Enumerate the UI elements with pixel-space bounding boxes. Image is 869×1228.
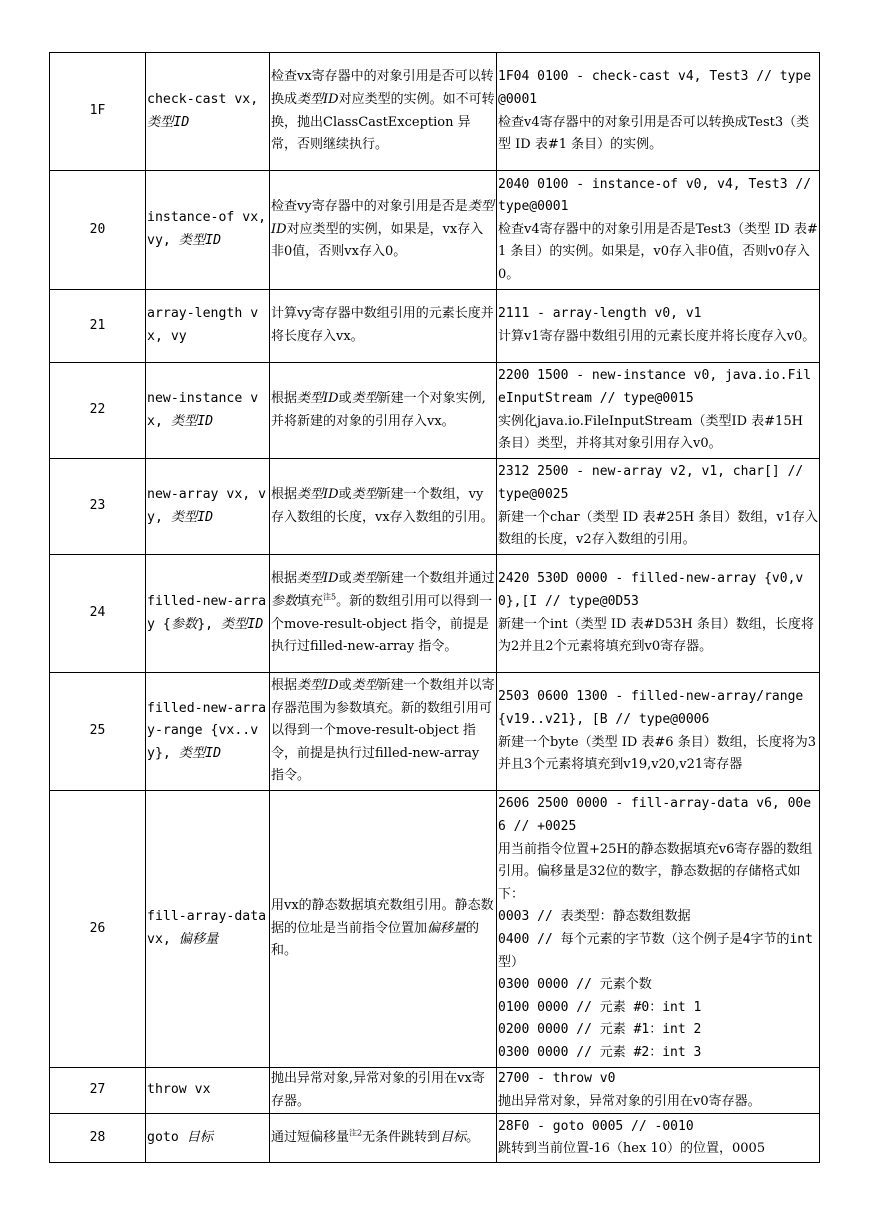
syntax-text: }, [197, 616, 222, 632]
example-code-line: 2503 0600 1300 - filled-new-array/range {v19..v21}, [B // type@0006 [498, 689, 804, 727]
syntax-italic-param: 偏移量 [178, 932, 219, 947]
example-code-line: 2040 0100 - instance-of v0, v4, Test3 // type@0001 [498, 176, 812, 215]
example-text-line: 0200 0000 // 元素 #1：int 2 [498, 1022, 702, 1038]
text-run: 检查vx寄存器中的对象引用是否可以转换成 [271, 69, 494, 107]
example-text-line: 0300 0000 // 元素 #2：int 3 [498, 1044, 702, 1060]
opcode-cell [50, 673, 146, 791]
example-text-line: 用当前指令位置+25H的静态数据填充v6寄存器的数组引用。偏移量是32位的数字，静态数据的存储格式如下： [498, 841, 813, 902]
description-cell [270, 555, 497, 673]
text-run: 检查vy寄存器中的对象引用是否是 [271, 199, 468, 215]
text-run: 注2 [349, 1128, 363, 1138]
text-run: 类型ID [297, 571, 339, 587]
syntax-italic-param: 类型ID [221, 616, 264, 632]
example-cell [497, 1068, 820, 1114]
example-text-line: 计算v1寄存器中数组引用的元素长度并将长度存入v0。 [498, 329, 816, 344]
text-run: 根据 [271, 678, 298, 694]
table-row [50, 363, 820, 459]
text-run: 或 [338, 486, 352, 502]
opcode-cell [50, 555, 146, 673]
syntax-italic-param: 类型ID [170, 509, 214, 525]
example-text-line: 检查v4寄存器中的对象引用是否是Test3（类型 ID 表#1 条目）的实例。如果是，v0存入非0值，否则v0存入0。 [498, 221, 818, 282]
example-cell [497, 459, 820, 555]
opcode-cell [50, 791, 146, 1068]
syntax-cell [146, 555, 270, 673]
example-cell [497, 171, 820, 290]
syntax-cell [146, 290, 270, 363]
syntax-text: filled-new-array-range {vx..vy}, [147, 700, 267, 761]
syntax-text: throw vx [147, 1082, 211, 1098]
table-row [50, 290, 820, 363]
opcode-value: 28 [89, 1129, 106, 1145]
text-run: 通过短偏移量 [271, 1129, 350, 1145]
text-run: 计算vy寄存器中数组引用的元素长度并将长度存入vx。 [271, 306, 494, 344]
syntax-text: new-instance vx, [147, 390, 259, 429]
text-run: 类型ID [297, 390, 339, 406]
example-cell [497, 290, 820, 363]
opcode-cell [50, 363, 146, 459]
opcode-value: 25 [89, 723, 106, 739]
text-run: 根据 [271, 486, 298, 502]
example-cell [497, 791, 820, 1068]
text-run: 抛出异常对象,异常对象的引用在vx寄存器。 [271, 1071, 485, 1109]
syntax-text: check-cast vx, [147, 91, 259, 107]
opcode-cell [50, 171, 146, 290]
table-row [50, 459, 820, 555]
example-text-line: 跳转到当前位置-16（hex 10）的位置，0005 [498, 1141, 766, 1157]
text-run: 目标 [440, 1129, 467, 1145]
opcode-value: 21 [89, 317, 106, 333]
text-run: 类型ID [297, 678, 339, 694]
syntax-italic-param: 类型ID [178, 233, 222, 248]
example-text-line: 0100 0000 // 元素 #0：int 1 [498, 999, 702, 1015]
text-run: 无条件跳转到 [362, 1129, 441, 1145]
text-run: 类型 [351, 678, 378, 694]
syntax-text: new-array vx, vy, [147, 486, 267, 525]
description-cell [270, 53, 497, 171]
text-run: 对应类型的实例，如果是，vx存入非0值，否则vx存入0。 [271, 221, 484, 260]
syntax-text: filled-new-array { [147, 593, 267, 632]
syntax-cell [146, 673, 270, 791]
example-cell [497, 53, 820, 171]
text-run: 类型ID [297, 91, 339, 107]
dalvik-opcode-table [49, 52, 820, 1163]
syntax-cell [146, 171, 270, 290]
example-code-line: 1F04 0100 - check-cast v4, Test3 // type@0001 [498, 69, 812, 107]
syntax-italic-param: 目标 [186, 1129, 214, 1145]
text-run: 新建一个对象实例,并将新建的对象的引用存入vx。 [271, 390, 486, 429]
text-run: 对应类型的实例。如不可转换，抛出ClassCastException 异常，否则继续执行。 [271, 91, 495, 153]
syntax-italic-param: 类型ID [147, 114, 190, 130]
text-run: 或 [338, 678, 352, 694]
syntax-italic-param: 参数 [170, 616, 198, 632]
syntax-cell [146, 1068, 270, 1114]
opcode-value: 20 [89, 221, 106, 237]
text-run: 注5 [323, 592, 337, 602]
table-row [50, 673, 820, 791]
example-code-line: 2420 530D 0000 - filled-new-array {v0,v0},[I // type@0D53 [498, 571, 804, 609]
description-cell [270, 1114, 497, 1163]
description-cell [270, 791, 497, 1068]
example-text-line: 抛出异常对象，异常对象的引用在v0寄存器。 [498, 1093, 761, 1109]
example-text-line: 0300 0000 // 元素个数 [498, 977, 652, 993]
opcode-value: 22 [89, 402, 106, 418]
example-text-line: 新建一个int（类型 ID 表#D53H 条目）数组，长度将为2并且2个元素将填充到v0寄存器。 [498, 616, 814, 655]
opcode-value: 1F [89, 103, 106, 119]
syntax-italic-param: 类型ID [178, 745, 222, 761]
text-run: 。 [466, 1129, 480, 1145]
example-cell [497, 363, 820, 459]
example-cell [497, 673, 820, 791]
opcode-value: 23 [89, 498, 106, 514]
text-run: 新建一个数组并通过 [377, 571, 495, 587]
text-run: 用vx的静态数据填充数组引用。静态数据的位址是当前指令位置加 [271, 898, 494, 936]
text-run: 类型 [351, 486, 378, 502]
description-cell [270, 459, 497, 555]
syntax-text: goto [147, 1129, 187, 1145]
opcode-cell [50, 290, 146, 363]
table-row [50, 555, 820, 673]
text-run: 根据 [271, 390, 298, 406]
text-run: 。新的数组引用可以得到一个move-result-object 指令，前提是执行过filled-new-array 指令。 [271, 593, 493, 655]
opcode-cell [50, 1068, 146, 1114]
table-row [50, 1068, 820, 1114]
syntax-cell [146, 363, 270, 459]
example-text-line: 新建一个byte（类型 ID 表#6 条目）数组，长度将为3并且3个元素将填充到v19,v20,v21寄存器 [498, 734, 816, 773]
example-code-line: 2312 2500 - new-array v2, v1, char[] // type@0025 [498, 464, 804, 502]
syntax-cell [146, 53, 270, 171]
example-text-line: 实例化java.io.FileInputStream（类型ID 表#15H 条目）类型，并将其对象引用存入v0。 [498, 413, 803, 452]
text-run: 偏移量 [427, 920, 467, 936]
text-run: 新建一个数组并以寄存器范围为参数填充。新的数组引用可以得到一个move-result-object 指令，前提是执行过filled-new-array 指令。 [271, 678, 495, 784]
opcode-cell [50, 459, 146, 555]
example-cell [497, 555, 820, 673]
description-cell [270, 363, 497, 459]
table-row [50, 171, 820, 290]
text-run: 或 [338, 571, 352, 587]
syntax-italic-param: 类型ID [170, 413, 214, 429]
text-run: 参数 [271, 593, 298, 609]
opcode-cell [50, 1114, 146, 1163]
table-body [50, 53, 820, 1163]
example-text-line: 新建一个char（类型 ID 表#25H 条目）数组，v1存入数组的长度，v2存入数组的引用。 [498, 509, 818, 548]
opcode-cell [50, 53, 146, 171]
description-cell [270, 171, 497, 290]
opcode-value: 26 [89, 920, 106, 936]
opcode-value: 24 [89, 605, 106, 621]
example-code-line: 2200 1500 - new-instance v0, java.io.FileInputStream // type@0015 [498, 368, 812, 406]
example-code-line: 2700 - throw v0 [498, 1071, 616, 1086]
text-run: 填充 [297, 593, 324, 609]
syntax-text: instance-of vx, vy, [147, 210, 267, 248]
table-row [50, 1114, 820, 1163]
example-code-line: 28F0 - goto 0005 // -0010 [498, 1118, 694, 1134]
description-cell [270, 1068, 497, 1114]
table-row [50, 791, 820, 1068]
text-run: 类型ID [297, 486, 339, 502]
table-row [50, 53, 820, 171]
syntax-cell [146, 791, 270, 1068]
example-code-line: 2606 2500 0000 - fill-array-data v6, 00e6 // +0025 [498, 796, 812, 835]
text-run: 新建一个数组，vy存入数组的长度，vx存入数组的引用。 [271, 486, 494, 525]
text-run: 类型ID [271, 199, 494, 237]
text-run: 根据 [271, 571, 298, 587]
description-cell [270, 290, 497, 363]
text-run: 类型 [351, 571, 378, 587]
text-run: 的和。 [271, 920, 480, 959]
text-run: 或 [338, 390, 352, 406]
syntax-cell [146, 1114, 270, 1163]
opcode-value: 27 [89, 1082, 106, 1098]
example-text-line: 0003 // 表类型：静态数组数据 [498, 909, 691, 925]
syntax-text: array-length vx, vy [147, 306, 259, 344]
example-text-line: 0400 // 每个元素的字节数（这个例子是4字节的int型） [498, 932, 813, 970]
example-text-line: 检查v4寄存器中的对象引用是否可以转换成Test3（类型 ID 表#1 条目）的实例。 [498, 114, 810, 153]
description-cell [270, 673, 497, 791]
example-code-line: 2111 - array-length v0, v1 [498, 306, 702, 322]
syntax-cell [146, 459, 270, 555]
syntax-text: fill-array-data vx, [147, 909, 267, 947]
text-run: 类型 [351, 390, 378, 406]
example-cell [497, 1114, 820, 1163]
